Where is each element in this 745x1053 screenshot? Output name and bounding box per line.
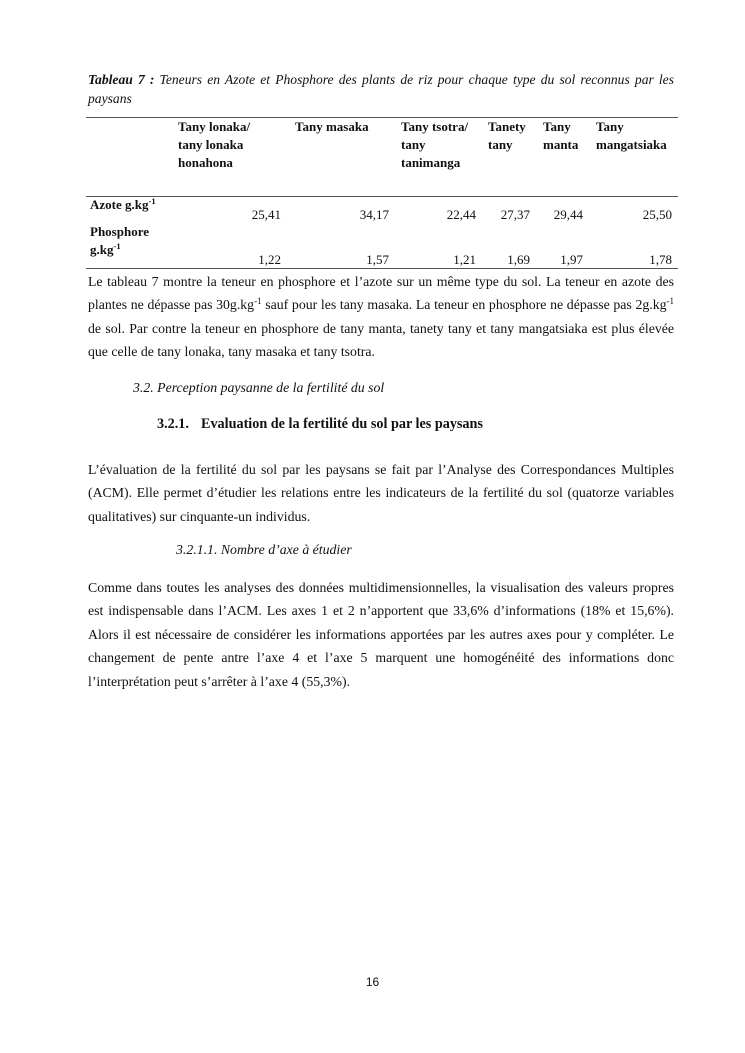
table-header-cell: Tany lonaka/ tany lonaka honahona	[178, 119, 251, 170]
paragraph-table-discussion: Le tableau 7 montre la teneur en phosphore et l’azote sur un même type du sol. La teneur en azote des plantes ne dépasse pas $30g.kg^{-1}$ sauf pour les tany masaka. La teneur en phosphore ne dépasse pas $2g.kg^{-1}$ de sol. Par contre la teneur en phosphore de tany manta, tanety tany et tany mangatsiaka est plus élevée que celle de tany lonaka, tany masaka et tany tsotra.	[88, 274, 675, 360]
table-cell: 1,69	[507, 252, 530, 267]
table-header-cell: Tany manta	[543, 119, 579, 152]
table-caption-label: Tableau 7 :	[88, 72, 155, 87]
table-cell: 22,44	[446, 207, 476, 222]
table-top-rule	[86, 117, 678, 118]
table-cell: 1,57	[366, 252, 389, 267]
table-caption	[88, 70, 674, 108]
table-header-cell: Tanety tany	[488, 119, 526, 152]
table-caption-text: Teneurs en Azote et Phosphore des plants de riz pour chaque type du sol reconnus par les paysans	[88, 72, 675, 106]
section-heading-3-2: 3.2. Perception paysanne de la fertilité du sol	[133, 380, 385, 395]
table-cell: 29,44	[553, 207, 583, 222]
table-cell: 27,37	[500, 207, 530, 222]
table-header-cell: Tany tsotra/ tany tanimanga	[401, 119, 469, 170]
table-bottom-rule	[86, 268, 678, 269]
row-label-azote: Azote $g.kg^{-1}$	[90, 196, 156, 212]
row-label-phosphore: Phosphore $g.kg^{-1}$	[90, 224, 149, 257]
section-heading-3-2-1: 3.2.1. Evaluation de la fertilité du sol par les paysans	[157, 416, 483, 432]
table-header-rule	[86, 196, 678, 197]
table-header-cell: Tany masaka	[295, 119, 369, 134]
paragraph-acm-intro: L’évaluation de la fertilité du sol par les paysans se fait par l’Analyse des Correspondances Multiples (ACM). Elle permet d’étudier les relations entre les indicateurs de la fertilité du sol (quatorze variables qualitatives) sur cinquante-un individus.	[88, 462, 674, 524]
table-cell: 1,22	[258, 252, 281, 267]
table-cell: 1,78	[649, 252, 672, 267]
table-cell: 34,17	[359, 207, 389, 222]
table-header-cell: Tany mangatsiaka	[596, 119, 667, 152]
table-cell: 25,41	[251, 207, 281, 222]
table-cell: 1,21	[453, 252, 476, 267]
page-number: 16	[365, 975, 380, 989]
table-cell: 25,50	[642, 207, 672, 222]
table-cell: 1,97	[560, 252, 583, 267]
section-heading-3-2-1-1: 3.2.1.1. Nombre d’axe à étudier	[176, 542, 352, 557]
paragraph-eigenvalues: Comme dans toutes les analyses des données multidimensionnelles, la visualisation des valeurs propres est indispensable dans l’ACM. Les axes 1 et 2 n’apportent que 33,6% d’informations (18% et 15,6%). Alors il est nécessaire de considérer les informations apportées par les autres axes pour y compléter. Le changement de pente antre l’axe 4 et l’axe 5 marquent une homogénéité des informations donc l’interprétation peut s’arrêter à l’axe 4 (55,3%).	[88, 580, 674, 689]
